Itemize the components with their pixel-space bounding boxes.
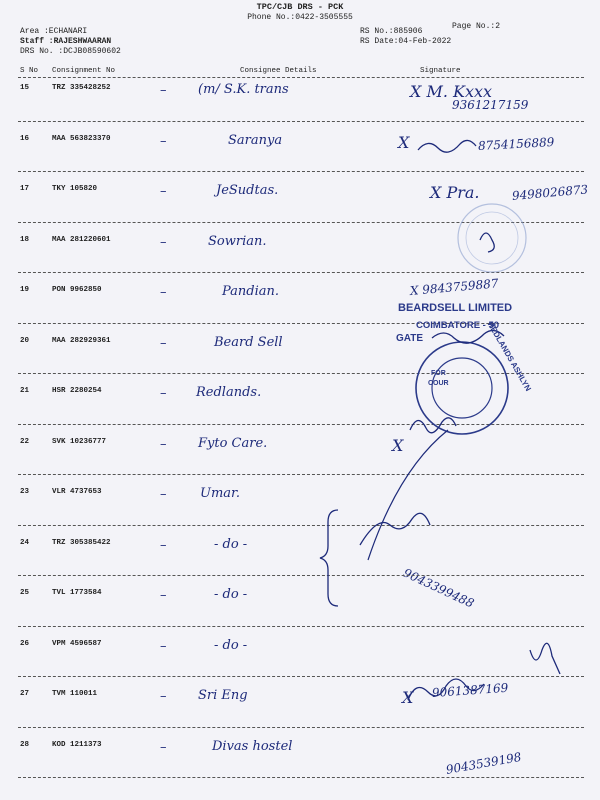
consignee-handwriting: Sri Eng xyxy=(198,688,248,703)
dash-mark: – xyxy=(160,487,167,502)
receiver-phone-handwriting: 9061387169 xyxy=(431,680,509,700)
dash-mark: – xyxy=(160,234,167,250)
signature-mark: X xyxy=(392,435,404,455)
consignment-number: SVK 10236777 xyxy=(52,437,107,446)
row-number: 26 xyxy=(20,639,30,648)
consignment-number: TRZ 305385422 xyxy=(52,538,111,547)
consignment-number: VLR 4737653 xyxy=(52,488,102,496)
row-number: 15 xyxy=(20,84,30,92)
row-number: 23 xyxy=(20,488,30,496)
dash-mark: – xyxy=(160,83,167,98)
consignee-handwriting: Umar. xyxy=(200,486,240,501)
row-number: 28 xyxy=(20,740,30,749)
phone-number: Phone No.:0422-3505555 xyxy=(247,13,353,22)
row-number: 22 xyxy=(20,437,30,446)
receiver-phone-handwriting: 9498026873 xyxy=(511,182,589,203)
consignee-handwriting: - do - xyxy=(214,637,248,653)
consignee-handwriting: JeSudtas. xyxy=(216,183,279,198)
signature-mark: X xyxy=(402,688,414,707)
row-number: 18 xyxy=(20,235,30,244)
sheet-title: TPC/CJB DRS - PCK xyxy=(256,2,344,12)
signature-mark: X xyxy=(398,132,410,152)
consignee-handwriting: Saranya xyxy=(228,132,283,148)
col-sno: S No xyxy=(20,67,39,75)
dash-mark: – xyxy=(160,133,167,149)
beardsell-stamp-city: COIMBATORE - 50 xyxy=(416,320,500,331)
consignee-handwriting: Sowrian. xyxy=(208,233,267,249)
dash-mark: – xyxy=(160,588,167,603)
consignee-handwriting: Beard Sell xyxy=(214,334,283,350)
consignment-number: TVM 110011 xyxy=(52,690,98,698)
dash-mark: – xyxy=(160,638,167,654)
staff-label: Staff :RAJESHWAARAN xyxy=(20,37,112,46)
dash-mark: – xyxy=(160,689,167,704)
consignment-number: TKY 105820 xyxy=(52,185,98,193)
dash-mark: – xyxy=(160,184,167,199)
dash-mark: – xyxy=(160,285,167,300)
row-number: 19 xyxy=(20,286,30,294)
consignee-handwriting: - do - xyxy=(214,587,248,602)
row-number: 20 xyxy=(20,336,30,345)
col-signature: Signature xyxy=(420,67,461,75)
dash-mark: – xyxy=(160,739,167,755)
row-number: 21 xyxy=(20,387,30,395)
faint-round-stamp xyxy=(458,204,526,272)
receiver-phone-handwriting: 9043399488 xyxy=(401,565,477,611)
signature-mark: X Pra. xyxy=(430,183,480,202)
beardsell-stamp-gate: GATE xyxy=(396,333,424,344)
dash-mark: – xyxy=(160,537,167,553)
receiver-phone-handwriting: 9361217159 xyxy=(452,98,529,112)
beardsell-stamp-name: BEARDSELL LIMITED xyxy=(398,302,513,314)
dash-mark: – xyxy=(160,386,167,401)
consignment-number: MAA 282929361 xyxy=(52,336,111,345)
col-consignment: Consignment No xyxy=(52,67,116,75)
page-number: Page No.:2 xyxy=(452,22,501,31)
consignment-number: PON 9962850 xyxy=(52,286,102,294)
row-number: 27 xyxy=(20,690,30,698)
redlands-stamp xyxy=(416,342,508,434)
consignee-handwriting: Divas hostel xyxy=(212,738,293,754)
bracket-mark xyxy=(320,510,338,606)
area-label: Area :ECHANARI xyxy=(20,27,88,36)
consignment-number: MAA 563823370 xyxy=(52,134,111,143)
consignment-number: HSR 2280254 xyxy=(52,387,102,395)
consignee-handwriting: Fyto Care. xyxy=(198,435,268,451)
redlands-stamp-text: REDLANDS ASHLYN xyxy=(485,320,533,393)
consignee-handwriting: (m/ S.K. trans xyxy=(198,82,289,97)
consignee-handwriting: - do - xyxy=(214,536,248,552)
rs-date: RS Date:04-Feb-2022 xyxy=(360,37,452,46)
consignment-number: MAA 281220601 xyxy=(52,235,111,244)
drs-number: DRS No. :DCJB08590602 xyxy=(20,47,121,56)
consignment-number: KOD 1211373 xyxy=(52,740,102,749)
consignment-number: TVL 1773584 xyxy=(52,589,102,597)
row-number: 25 xyxy=(20,589,30,597)
signature-mark: X M. Kxxx xyxy=(410,82,493,101)
dash-mark: – xyxy=(160,335,167,351)
row-number: 16 xyxy=(20,134,30,143)
dash-mark: – xyxy=(160,436,167,452)
consignee-handwriting: Pandian. xyxy=(222,284,280,299)
row-number: 17 xyxy=(20,185,30,193)
consignee-handwriting: Redlands. xyxy=(196,385,262,400)
row-number: 24 xyxy=(20,538,30,547)
rs-number: RS No.:885906 xyxy=(360,27,423,36)
receiver-phone-handwriting: 8754156889 xyxy=(477,134,555,153)
receiver-phone-handwriting: X 9843759887 xyxy=(409,276,499,298)
courier-stamp-cour: COUR xyxy=(428,380,449,387)
col-consignee: Consignee Details xyxy=(240,67,317,75)
receiver-phone-handwriting: 9043539198 xyxy=(444,749,523,777)
consignment-number: TRZ 335428252 xyxy=(52,84,111,92)
consignment-number: VPM 4596587 xyxy=(52,639,102,648)
courier-stamp-for: FOR xyxy=(431,370,446,377)
